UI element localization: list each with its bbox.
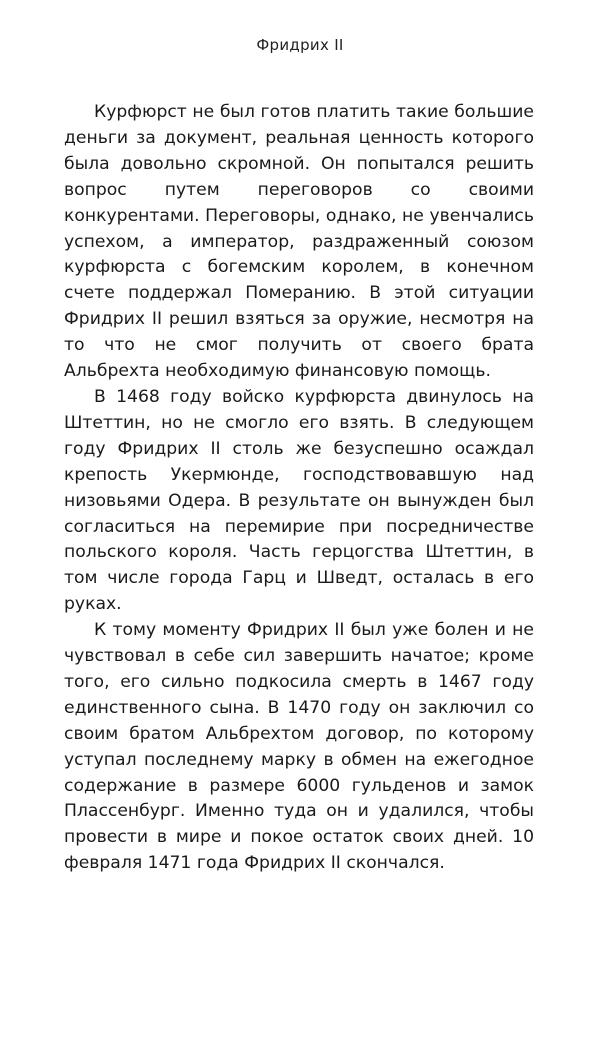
running-head-title: Фридрих II [256,36,344,54]
body-text [64,100,534,877]
paragraph-2: В 1468 году войско курфюрста двинулось на Штеттин, но не смогло его взять. В следующем году Фридрих II столь же безуспешно осаждал крепость Укермюнде, господствовавшую над низовьями Одера. В результате он вынужден был согласиться на перемирие при посредничестве польского короля. Часть герцогства Штеттин, в том числе города Гарц и Шведт, осталась в его руках. [64,386,534,615]
paragraph-1: Курфюрст не был готов платить такие большие деньги за документ, реальная ценность которого была довольно скромной. Он попытался решить вопрос путем переговоров со своими конкурентами. Переговоры, однако, не увенчались успехом, а император, раздраженный союзом курфюрста с богемским королем, в конечном счете поддержал Померанию. В этой ситуации Фридрих II решил взяться за оружие, несмотря на то что не смог получить от своего брата Альбрехта необходимую финансовую помощь. [64,102,534,382]
paragraph-3: К тому моменту Фридрих II был уже болен и не чувствовал в себе сил завершить начатое; кроме того, его сильно подкосила смерть в 1467 году единственного сына. В 1470 году он заключил со своим братом Альбрехтом договор, по которому уступал последнему марку в обмен на ежегодное содержание в размере 6000 гульденов и замок Плассенбург. Именно туда он и удалился, чтобы провести в мире и покое остаток своих дней. 10 февраля 1471 года Фридрих II скончался. [64,620,534,874]
